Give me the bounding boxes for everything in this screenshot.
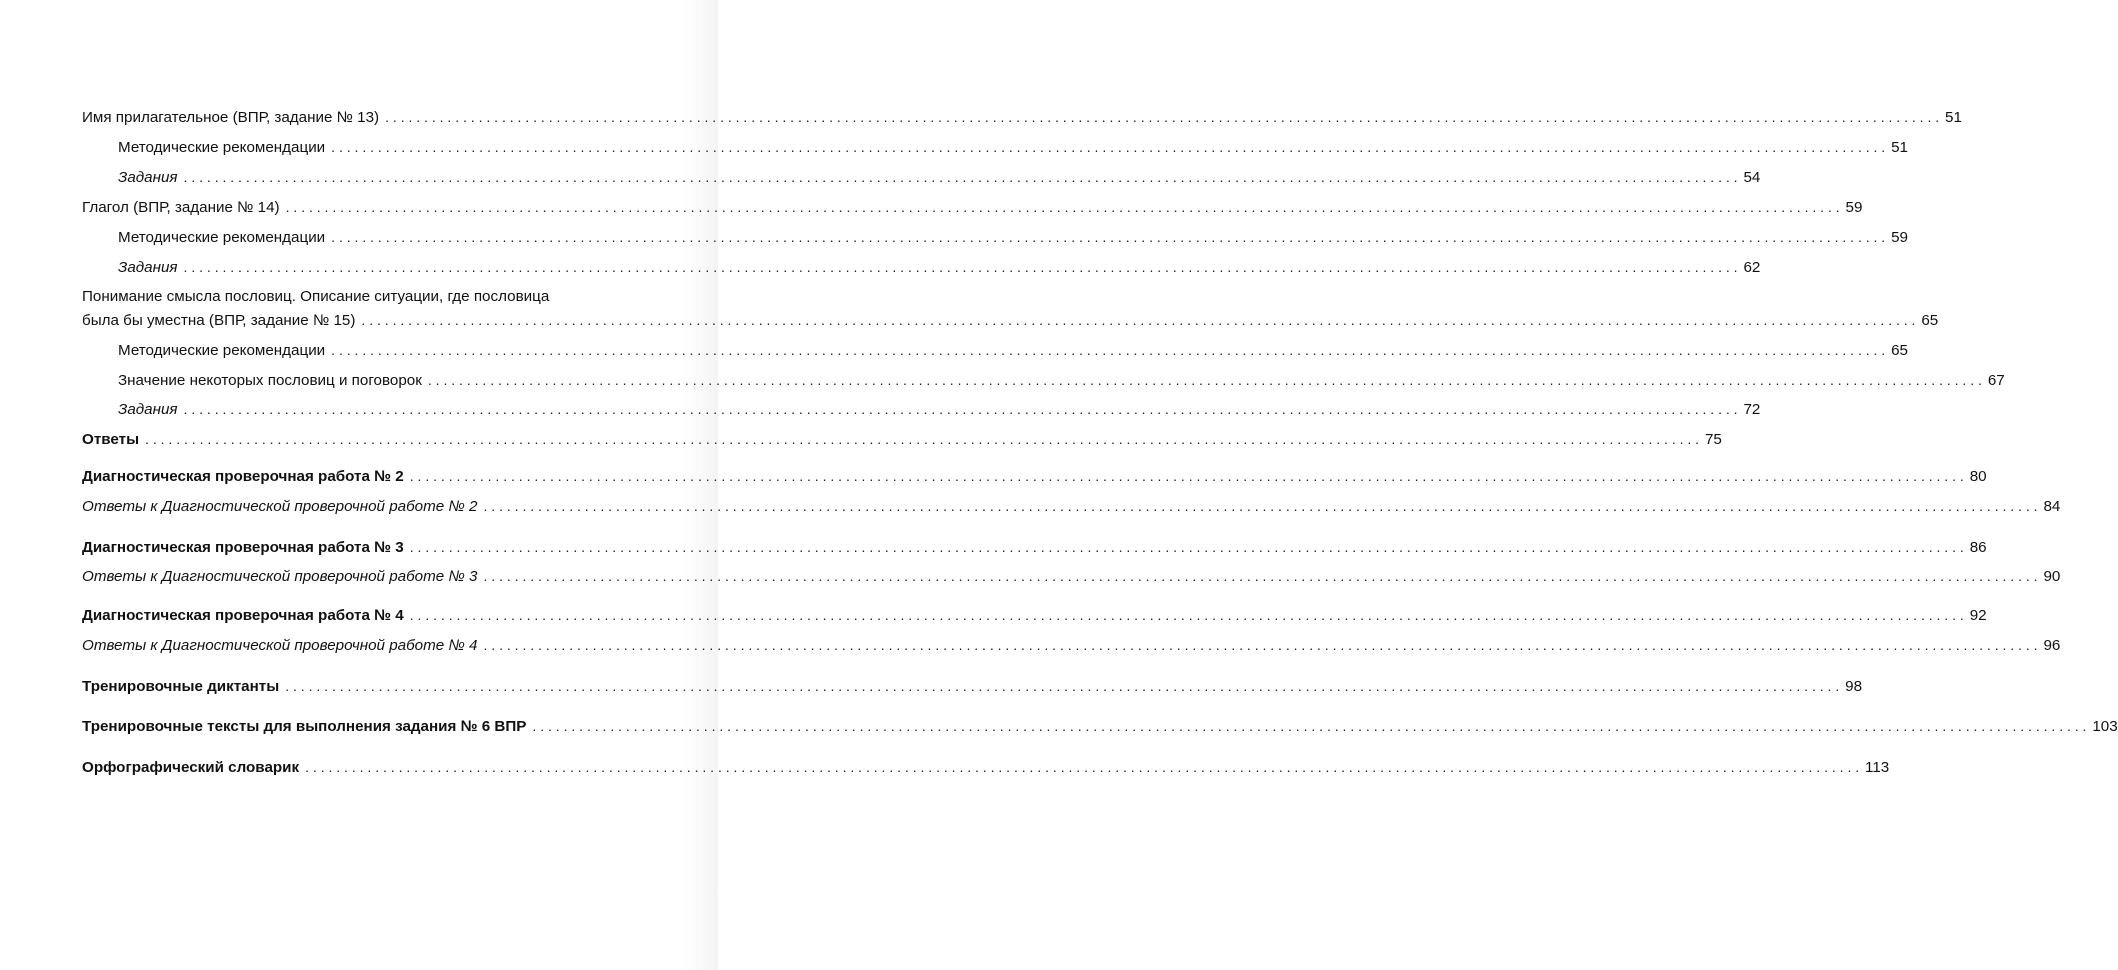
toc-page-number: 72	[1743, 401, 1761, 418]
toc-page-number: 62	[1743, 259, 1761, 276]
toc-entry-dictations	[82, 676, 1863, 697]
toc-page-number: 86	[1969, 539, 1987, 556]
toc-leader-dots: ........................................................................................................................................................................................................	[331, 229, 1890, 245]
toc-entry-title: Тренировочные тексты для выполнения задания № 6 ВПР	[82, 718, 527, 735]
toc-entry-title: Ответы	[82, 431, 140, 448]
toc-entry-adjective-recommendations	[118, 137, 1909, 158]
toc-leader-dots: ........................................................................................................................................................................................................	[183, 259, 1742, 275]
toc-entry-verb	[82, 197, 1863, 218]
toc-entry-diagnostic-4	[82, 605, 1987, 626]
toc-entry-title: Методические рекомендации	[118, 139, 326, 156]
toc-entry-proverbs-line1: Понимание смысла пословиц. Описание ситуации, где пословица	[82, 288, 550, 305]
toc-page-number: 54	[1743, 169, 1761, 186]
toc-entry-answers-diagnostic-2	[82, 496, 2061, 517]
toc-entry-title: Ответы к Диагностической проверочной работе № 4	[82, 637, 478, 654]
toc-page-number: 65	[1921, 312, 1939, 329]
toc-entry-title: Тренировочные диктанты	[82, 678, 280, 695]
toc-entry-title: Диагностическая проверочная работа № 3	[82, 539, 404, 556]
toc-page-number: 59	[1845, 199, 1863, 216]
toc-leader-dots: ........................................................................................................................................................................................................	[427, 372, 1986, 388]
toc-leader-dots: ........................................................................................................................................................................................................	[183, 401, 1742, 417]
toc-entry-title: Ответы к Диагностической проверочной работе № 2	[82, 498, 478, 515]
toc-leader-dots: ........................................................................................................................................................................................................	[385, 109, 1944, 125]
toc-leader-dots: ........................................................................................................................................................................................................	[331, 342, 1890, 358]
toc-entry-title: Значение некоторых пословиц и поговорок	[118, 372, 422, 389]
toc-entry-verb-recommendations	[118, 227, 1909, 248]
toc-page-number: 75	[1704, 431, 1722, 448]
toc-entry-title: Задания	[118, 169, 178, 186]
toc-leader-dots: ........................................................................................................................................................................................................	[183, 169, 1742, 185]
toc-page-number: 59	[1891, 229, 1909, 246]
toc-entry-diagnostic-2	[82, 466, 1987, 487]
toc-entry-answers-diagnostic-4	[82, 635, 2061, 656]
toc-entry-spelling-dictionary	[82, 757, 1890, 778]
toc-page-number: 98	[1845, 678, 1863, 695]
toc-entry-verb-tasks	[118, 257, 1761, 278]
toc-entry-title: Задания	[118, 259, 178, 276]
toc-leader-dots: ........................................................................................................................................................................................................	[409, 607, 1968, 623]
toc-entry-title: Ответы к Диагностической проверочной работе № 3	[82, 568, 478, 585]
toc-page-number: 96	[2043, 637, 2061, 654]
toc-entry-title: Методические рекомендации	[118, 342, 326, 359]
toc-leader-dots: ........................................................................................................................................................................................................	[483, 498, 2042, 514]
toc-entry-title: Задания	[118, 401, 178, 418]
toc-entry-title: Орфографический словарик	[82, 759, 300, 776]
toc-page-number: 90	[2043, 568, 2061, 585]
toc-leader-dots: ........................................................................................................................................................................................................	[285, 678, 1844, 694]
toc-page-number: 65	[1891, 342, 1909, 359]
toc-entry-proverbs	[82, 310, 1939, 331]
toc-entry-training-texts	[82, 716, 2118, 737]
toc-entry-title: Методические рекомендации	[118, 229, 326, 246]
toc-entry-adjective-tasks	[118, 167, 1761, 188]
toc-page-number: 92	[1969, 607, 1987, 624]
toc-page-number: 103	[2092, 718, 2118, 735]
toc-page-number: 113	[1865, 759, 1890, 776]
toc-entry-adjective	[82, 107, 1962, 128]
toc-entry-title: Глагол (ВПР, задание № 14)	[82, 199, 280, 216]
toc-entry-proverbs-recommendations	[118, 340, 1909, 361]
toc-entry-answers-diagnostic-3	[82, 566, 2061, 587]
toc-page-number: 84	[2043, 498, 2061, 515]
toc-entry-diagnostic-3	[82, 537, 1987, 558]
toc-entry-answers	[82, 429, 1722, 450]
toc-leader-dots: ........................................................................................................................................................................................................	[483, 637, 2042, 653]
toc-leader-dots: ........................................................................................................................................................................................................	[532, 718, 2091, 734]
toc-entry-title: была бы уместна (ВПР, задание № 15)	[82, 312, 356, 329]
toc-entry-proverbs-meanings	[118, 370, 2005, 391]
toc-entry-title: Диагностическая проверочная работа № 4	[82, 607, 404, 624]
toc-page-number: 80	[1969, 468, 1987, 485]
toc-page-number: 51	[1945, 109, 1962, 126]
toc-leader-dots: ........................................................................................................................................................................................................	[145, 431, 1703, 447]
toc-leader-dots: ........................................................................................................................................................................................................	[483, 568, 2042, 584]
toc-leader-dots: ........................................................................................................................................................................................................	[285, 199, 1844, 215]
toc-leader-dots: ........................................................................................................................................................................................................	[361, 312, 1920, 328]
toc-page-number: 67	[1987, 372, 2005, 389]
toc-page-number: 51	[1891, 139, 1909, 156]
toc-entry-title: Имя прилагательное (ВПР, задание № 13)	[82, 109, 380, 126]
toc-leader-dots: ........................................................................................................................................................................................................	[409, 539, 1968, 555]
toc-entry-proverbs-tasks	[118, 399, 1761, 420]
toc-leader-dots: ........................................................................................................................................................................................................	[409, 468, 1968, 484]
toc-leader-dots: ........................................................................................................................................................................................................	[331, 139, 1890, 155]
toc-entry-title: Диагностическая проверочная работа № 2	[82, 468, 404, 485]
toc-leader-dots: ........................................................................................................................................................................................................	[305, 759, 1864, 775]
